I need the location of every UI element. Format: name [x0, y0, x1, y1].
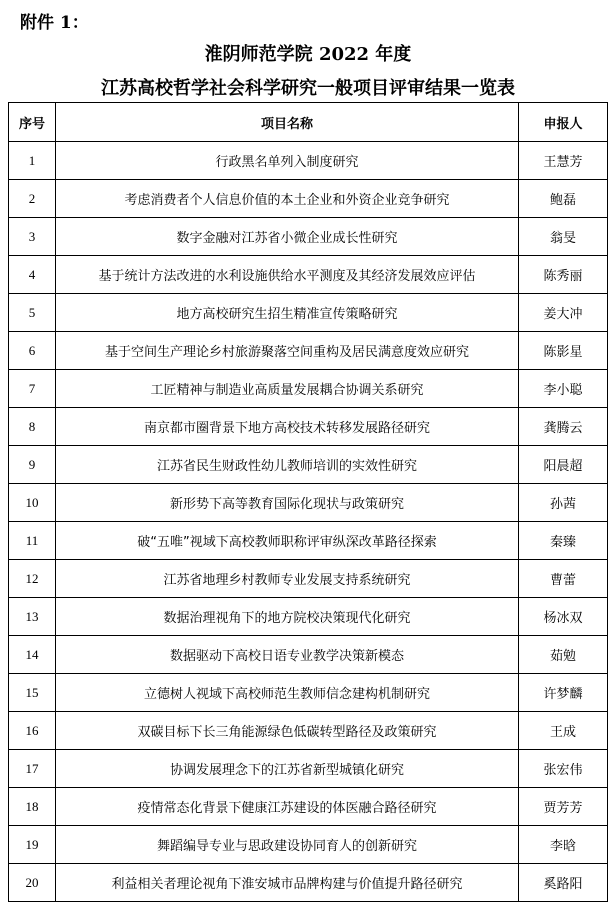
table-row	[9, 332, 608, 370]
table-row	[9, 294, 608, 332]
table-row	[9, 598, 608, 636]
project-title-cell: 舞蹈编导专业与思政建设协同育人的创新研究	[56, 826, 519, 864]
row-number: 13	[9, 598, 56, 636]
table-row	[9, 826, 608, 864]
applicant-cell: 李晗	[519, 826, 608, 864]
row-number: 14	[9, 636, 56, 674]
project-title-cell: 利益相关者理论视角下淮安城市品牌构建与价值提升路径研究	[56, 864, 519, 902]
attachment-label: 附件 1：	[20, 13, 89, 33]
applicant-cell: 阳晨超	[519, 446, 608, 484]
project-title-cell: 基于空间生产理论乡村旅游聚落空间重构及居民满意度效应研究	[56, 332, 519, 370]
row-number: 4	[9, 256, 56, 294]
project-title-cell: 基于统计方法改进的水利设施供给水平测度及其经济发展效应评估	[56, 256, 519, 294]
project-title-cell: 新形势下高等教育国际化现状与政策研究	[56, 484, 519, 522]
table-row	[9, 142, 608, 180]
project-title-cell: 工匠精神与制造业高质量发展耦合协调关系研究	[56, 370, 519, 408]
applicant-cell: 秦臻	[519, 522, 608, 560]
applicant-cell: 曹蕾	[519, 560, 608, 598]
project-title-cell: 数字金融对江苏省小微企业成长性研究	[56, 218, 519, 256]
results-table	[8, 102, 608, 902]
row-number: 5	[9, 294, 56, 332]
column-header-number: 序号	[9, 103, 56, 142]
table-row	[9, 522, 608, 560]
project-title-cell: 江苏省民生财政性幼儿教师培训的实效性研究	[56, 446, 519, 484]
applicant-cell: 李小聪	[519, 370, 608, 408]
project-title-cell: 数据驱动下高校日语专业教学决策新模态	[56, 636, 519, 674]
row-number: 2	[9, 180, 56, 218]
project-title-cell: 南京都市圈背景下地方高校技术转移发展路径研究	[56, 408, 519, 446]
row-number: 19	[9, 826, 56, 864]
table-row	[9, 484, 608, 522]
row-number: 3	[9, 218, 56, 256]
project-title-cell: 破“五唯”视域下高校教师职称评审纵深改革路径探索	[56, 522, 519, 560]
applicant-cell: 姜大冲	[519, 294, 608, 332]
row-number: 6	[9, 332, 56, 370]
table-row	[9, 560, 608, 598]
table-row	[9, 180, 608, 218]
row-number: 8	[9, 408, 56, 446]
row-number: 10	[9, 484, 56, 522]
row-number: 17	[9, 750, 56, 788]
applicant-cell: 张宏伟	[519, 750, 608, 788]
table-row	[9, 636, 608, 674]
applicant-cell: 贾芳芳	[519, 788, 608, 826]
row-number: 18	[9, 788, 56, 826]
table-row	[9, 712, 608, 750]
table-row	[9, 218, 608, 256]
table-row	[9, 256, 608, 294]
row-number: 20	[9, 864, 56, 902]
column-header-project-title: 项目名称	[56, 103, 519, 142]
applicant-cell: 龚腾云	[519, 408, 608, 446]
table-row	[9, 788, 608, 826]
row-number: 11	[9, 522, 56, 560]
column-header-applicant: 申报人	[519, 103, 608, 142]
project-title-cell: 协调发展理念下的江苏省新型城镇化研究	[56, 750, 519, 788]
row-number: 9	[9, 446, 56, 484]
table-row	[9, 446, 608, 484]
project-title-cell: 疫情常态化背景下健康江苏建设的体医融合路径研究	[56, 788, 519, 826]
applicant-cell: 陈影星	[519, 332, 608, 370]
project-title-cell: 双碳目标下长三角能源绿色低碳转型路径及政策研究	[56, 712, 519, 750]
project-title-cell: 立德树人视域下高校师范生教师信念建构机制研究	[56, 674, 519, 712]
applicant-cell: 茹勉	[519, 636, 608, 674]
project-title-cell: 地方高校研究生招生精准宣传策略研究	[56, 294, 519, 332]
table-header-row	[9, 103, 608, 142]
row-number: 15	[9, 674, 56, 712]
project-title-cell: 行政黑名单列入制度研究	[56, 142, 519, 180]
row-number: 7	[9, 370, 56, 408]
document-subtitle: 江苏高校哲学社会科学研究一般项目评审结果一览表	[101, 78, 515, 99]
project-title-cell: 考虑消费者个人信息价值的本土企业和外资企业竞争研究	[56, 180, 519, 218]
applicant-cell: 王慧芳	[519, 142, 608, 180]
row-number: 1	[9, 142, 56, 180]
document-title: 淮阴师范学院 2022 年度	[204, 44, 412, 65]
applicant-cell: 陈秀丽	[519, 256, 608, 294]
applicant-cell: 孙茜	[519, 484, 608, 522]
table-row	[9, 864, 608, 902]
applicant-cell: 许梦麟	[519, 674, 608, 712]
table-row	[9, 370, 608, 408]
applicant-cell: 奚路阳	[519, 864, 608, 902]
applicant-cell: 翁旻	[519, 218, 608, 256]
project-title-cell: 数据治理视角下的地方院校决策现代化研究	[56, 598, 519, 636]
applicant-cell: 王成	[519, 712, 608, 750]
row-number: 16	[9, 712, 56, 750]
row-number: 12	[9, 560, 56, 598]
table-body	[9, 142, 608, 902]
table-row	[9, 674, 608, 712]
table-row	[9, 750, 608, 788]
project-title-cell: 江苏省地理乡村教师专业发展支持系统研究	[56, 560, 519, 598]
applicant-cell: 鲍磊	[519, 180, 608, 218]
table-row	[9, 408, 608, 446]
applicant-cell: 杨冰双	[519, 598, 608, 636]
